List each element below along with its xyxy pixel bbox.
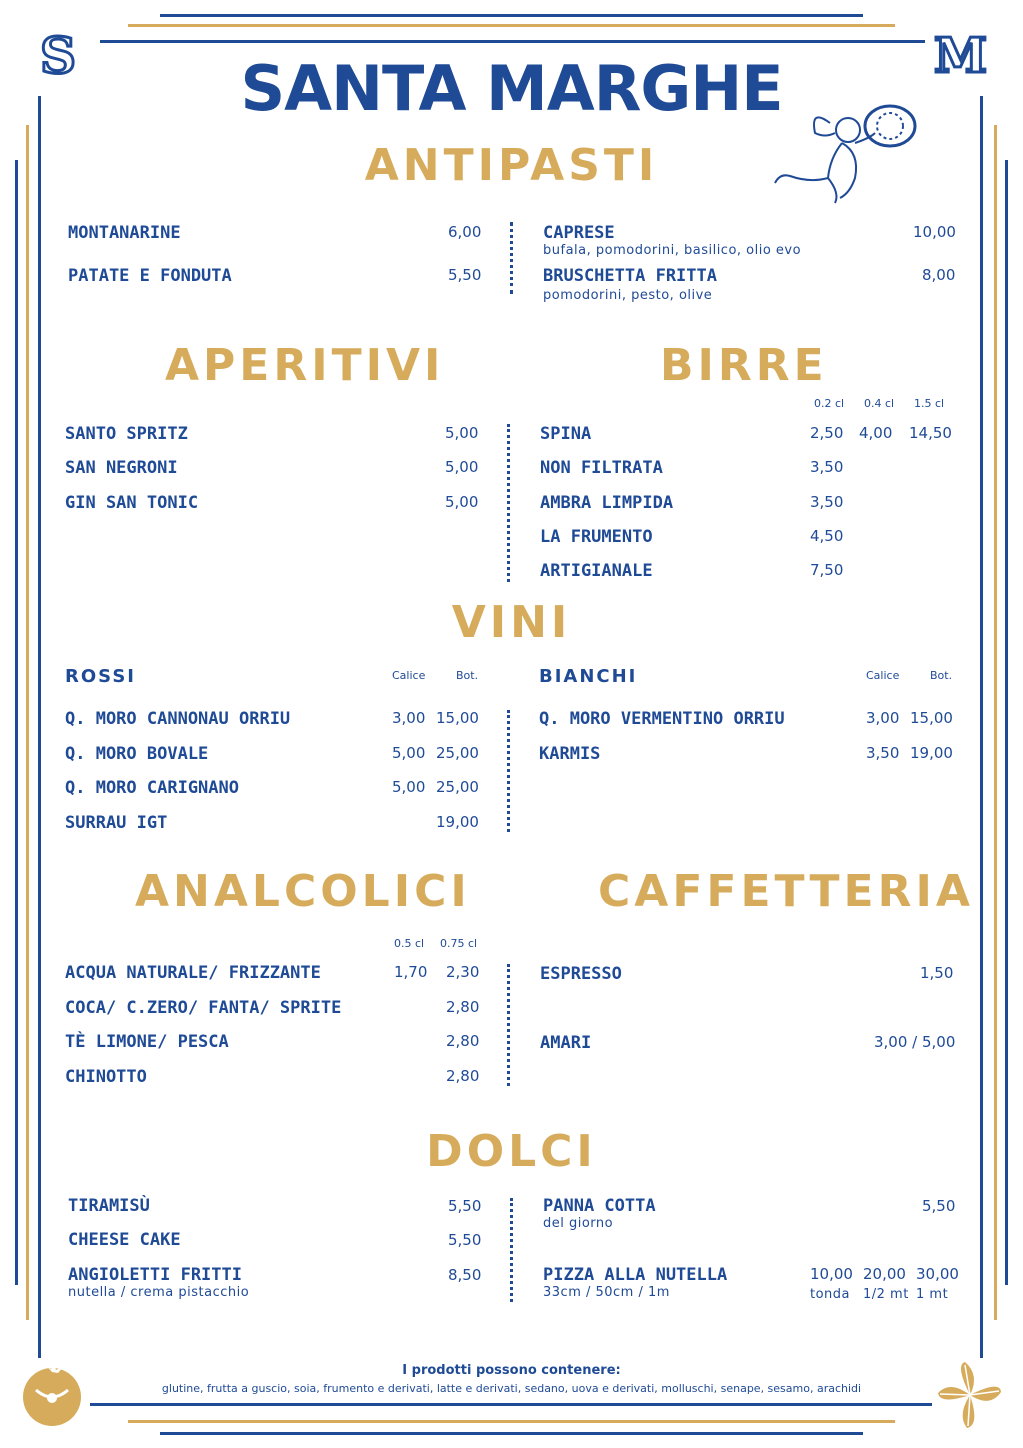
menu-item-name: ANGIOLETTI FRITTI: [68, 1265, 242, 1285]
menu-item-price: 5,00: [445, 458, 479, 476]
menu-item-price: 15,00: [436, 709, 479, 727]
menu-item-price: 19,00: [436, 813, 479, 831]
divider-dotted: [507, 710, 510, 832]
restaurant-title: SANTA MARGHE: [240, 52, 783, 125]
menu-item-desc: nutella / crema pistacchio: [68, 1285, 250, 1300]
menu-item-price: 5,00: [392, 778, 426, 796]
menu-item-price: 3,00: [392, 709, 426, 727]
menu-item-price: 5,50: [922, 1197, 956, 1215]
bottom-line-blue: [160, 1432, 863, 1435]
menu-item-price: 1,50: [920, 964, 954, 982]
right-line-blue: [1005, 160, 1008, 1285]
menu-item-price: 5,00: [445, 493, 479, 511]
menu-item-desc: del giorno: [543, 1216, 614, 1231]
divider-dotted: [507, 424, 510, 582]
menu-item-price: 14,50: [909, 424, 952, 442]
menu-item-price: 30,00: [916, 1265, 959, 1283]
menu-item-price: 15,00: [910, 709, 953, 727]
subsection-rossi: ROSSI: [65, 666, 136, 687]
menu-item-desc: pomodorini, pesto, olive: [543, 288, 713, 303]
menu-item-price: 3,00: [866, 709, 900, 727]
menu-item-name: PATATE E FONDUTA: [68, 266, 232, 286]
menu-item-name: Q. MORO VERMENTINO ORRIU: [539, 709, 785, 729]
menu-item-name: Q. MORO CARIGNANO: [65, 778, 239, 798]
menu-item-price: 25,00: [436, 778, 479, 796]
column-header: Calice: [866, 669, 900, 682]
size-label: 1/2 mt: [863, 1287, 909, 1302]
section-caffetteria-title: CAFFETTERIA: [598, 866, 974, 917]
column-header: 0.4 cl: [864, 397, 895, 410]
menu-item-price: 5,50: [448, 1231, 482, 1249]
section-dolci-title: DOLCI: [426, 1126, 597, 1177]
allergen-title: I prodotti possono contenere:: [402, 1363, 621, 1378]
menu-item-name: MONTANARINE: [68, 223, 181, 243]
menu-item-price: 5,50: [448, 266, 482, 284]
menu-item-price: 10,00: [810, 1265, 853, 1283]
menu-item-name: ESPRESSO: [540, 964, 622, 984]
menu-item-price: 19,00: [910, 744, 953, 762]
menu-item-name: KARMIS: [539, 744, 601, 764]
menu-item-price: 25,00: [436, 744, 479, 762]
menu-item-name: GIN SAN TONIC: [65, 493, 199, 513]
menu-item-name: AMBRA LIMPIDA: [540, 493, 674, 513]
menu-item-price: 3,50: [810, 458, 844, 476]
menu-item-name: SAN NEGRONI: [65, 458, 178, 478]
menu-item-price: 4,00: [859, 424, 893, 442]
logo-left: S: [40, 26, 77, 85]
menu-item-name: Q. MORO CANNONAU ORRIU: [65, 709, 291, 729]
menu-item-name: SPINA: [540, 424, 592, 444]
divider-dotted: [510, 222, 513, 294]
menu-item-price: 2,30: [446, 963, 480, 981]
left-line-blue: [15, 160, 18, 1285]
menu-item-name: TIRAMISÙ: [68, 1196, 150, 1216]
divider-dotted: [507, 964, 510, 1086]
menu-item-name: SURRAU IGT: [65, 813, 168, 833]
size-label: 1 mt: [916, 1287, 949, 1302]
menu-item-price: 3,50: [866, 744, 900, 762]
divider-dotted: [510, 1198, 513, 1302]
menu-item-price: 1,70: [394, 963, 428, 981]
tomato-icon: [18, 1360, 86, 1428]
menu-item-name: ACQUA NATURALE/ FRIZZANTE: [65, 963, 321, 983]
menu-item-name: PIZZA ALLA NUTELLA: [543, 1265, 728, 1285]
menu-item-price: 5,50: [448, 1197, 482, 1215]
size-label: tonda: [810, 1287, 851, 1302]
menu-item-name: TÈ LIMONE/ PESCA: [65, 1032, 229, 1052]
menu-item-price: 8,00: [922, 266, 956, 284]
column-header: 0.75 cl: [440, 937, 478, 950]
section-aperitivi-title: APERITIVI: [165, 340, 445, 391]
logo-right: M: [934, 28, 988, 84]
basil-leaf-icon: [935, 1360, 1005, 1430]
menu-item-desc: bufala, pomodorini, basilico, olio evo: [543, 243, 802, 258]
menu-item-name: SANTO SPRITZ: [65, 424, 188, 444]
column-header: Bot.: [456, 669, 479, 682]
top-line-gold: [128, 24, 895, 27]
column-header: Calice: [392, 669, 426, 682]
menu-item-desc: 33cm / 50cm / 1m: [543, 1285, 670, 1300]
menu-item-price: 7,50: [810, 561, 844, 579]
section-vini-title: VINI: [451, 597, 572, 648]
menu-item-name: ARTIGIANALE: [540, 561, 653, 581]
menu-item-name: Q. MORO BOVALE: [65, 744, 209, 764]
allergen-list: glutine, frutta a guscio, soia, frumento e derivati, latte e derivati, sedano, uova e derivati, molluschi, senape, sesamo, arachidi: [161, 1382, 862, 1395]
menu-item-price: 8,50: [448, 1266, 482, 1284]
menu-item-name: BRUSCHETTA FRITTA: [543, 266, 717, 286]
menu-item-name: CAPRESE: [543, 223, 615, 243]
menu-item-price: 2,80: [446, 998, 480, 1016]
column-header: 0.2 cl: [814, 397, 845, 410]
section-analcolici-title: ANALCOLICI: [135, 866, 471, 917]
column-header: 0.5 cl: [394, 937, 425, 950]
menu-item-price: 3,50: [810, 493, 844, 511]
column-header: Bot.: [930, 669, 953, 682]
menu-item-price: 20,00: [863, 1265, 906, 1283]
subsection-bianchi: BIANCHI: [539, 666, 638, 687]
menu-item-name: LA FRUMENTO: [540, 527, 653, 547]
bottom-line-gold: [128, 1420, 895, 1423]
menu-item-price: 5,00: [445, 424, 479, 442]
menu-item-price: 10,00: [913, 223, 956, 241]
menu-item-name: NON FILTRATA: [540, 458, 663, 478]
section-birre-title: BIRRE: [660, 340, 828, 391]
column-header: 1.5 cl: [914, 397, 945, 410]
menu-item-price: 2,80: [446, 1067, 480, 1085]
menu-item-price: 6,00: [448, 223, 482, 241]
menu-item-price: 2,50: [810, 424, 844, 442]
menu-item-price: 2,80: [446, 1032, 480, 1050]
section-antipasti-title: ANTIPASTI: [364, 140, 659, 191]
menu-item-name: CHINOTTO: [65, 1067, 147, 1087]
menu-item-name: COCA/ C.ZERO/ FANTA/ SPRITE: [65, 998, 342, 1018]
top-line-blue: [160, 14, 863, 17]
menu-item-name: CHEESE CAKE: [68, 1230, 181, 1250]
menu-item-price: 5,00: [392, 744, 426, 762]
menu-item-price: 3,00 / 5,00: [874, 1033, 956, 1051]
menu-item-name: AMARI: [540, 1033, 592, 1053]
menu-item-price: 4,50: [810, 527, 844, 545]
menu-item-name: PANNA COTTA: [543, 1196, 656, 1216]
